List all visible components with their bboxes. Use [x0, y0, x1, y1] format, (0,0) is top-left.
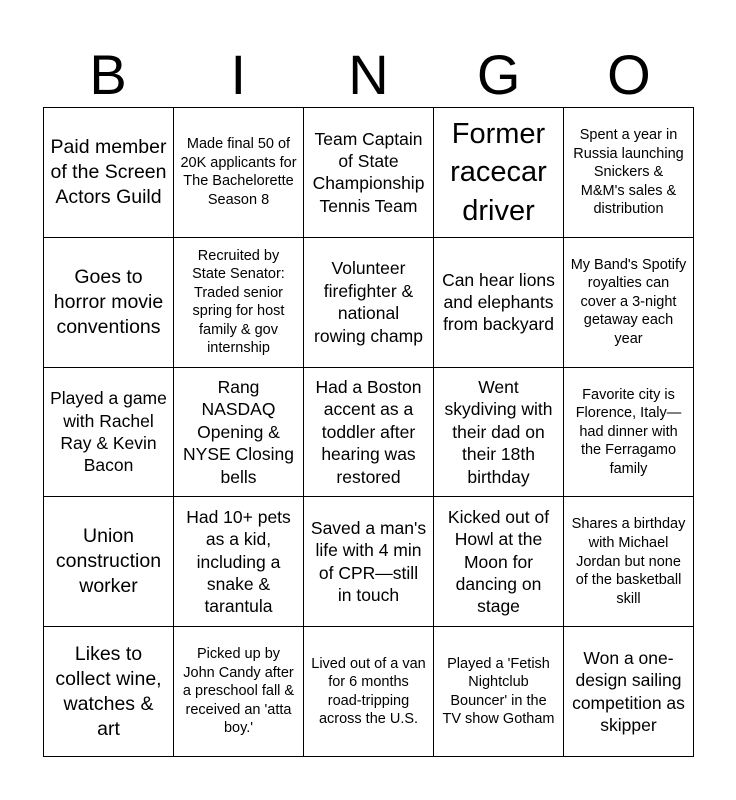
bingo-cell-r1-c1[interactable]: Paid member of the Screen Actors Guild	[44, 108, 174, 238]
bingo-cell-r1-c3[interactable]: Team Captain of State Championship Tennis Team	[304, 108, 434, 238]
bingo-cell-r3-c1[interactable]: Played a game with Rachel Ray & Kevin Bacon	[44, 368, 174, 498]
bingo-cell-r4-c3[interactable]: Saved a man's life with 4 min of CPR—still in touch	[304, 497, 434, 627]
header-letter-g: G	[476, 43, 521, 106]
bingo-cell-r2-c4[interactable]: Can hear lions and elephants from backyard	[434, 238, 564, 368]
bingo-cell-r4-c4[interactable]: Kicked out of Howl at the Moon for dancing on stage	[434, 497, 564, 627]
bingo-cell-r2-c1[interactable]: Goes to horror movie conventions	[44, 238, 174, 368]
bingo-cell-r2-c3[interactable]: Volunteer firefighter & national rowing champ	[304, 238, 434, 368]
bingo-cell-r3-c2[interactable]: Rang NASDAQ Opening & NYSE Closing bells	[174, 368, 304, 498]
bingo-cell-r5-c3[interactable]: Lived out of a van for 6 months road-tripping across the U.S.	[304, 627, 434, 757]
header-letter-b: B	[89, 43, 127, 106]
bingo-cell-r5-c1[interactable]: Likes to collect wine, watches & art	[44, 627, 174, 757]
bingo-cell-r4-c1[interactable]: Union construction worker	[44, 497, 174, 627]
bingo-cell-r4-c2[interactable]: Had 10+ pets as a kid, including a snake & tarantula	[174, 497, 304, 627]
bingo-cell-r4-c5[interactable]: Shares a birthday with Michael Jordan but none of the basketball skill	[564, 497, 694, 627]
bingo-header	[43, 42, 694, 108]
bingo-cell-r5-c4[interactable]: Played a 'Fetish Nightclub Bouncer' in the TV show Gotham	[434, 627, 564, 757]
bingo-cell-r5-c2[interactable]: Picked up by John Candy after a preschool fall & received an 'atta boy.'	[174, 627, 304, 757]
header-letter-o: O	[607, 43, 651, 106]
bingo-cell-r1-c4[interactable]: Former racecar driver	[434, 108, 564, 238]
bingo-cell-r1-c5[interactable]: Spent a year in Russia launching Snickers & M&M's sales & distribution	[564, 108, 694, 238]
bingo-cell-r2-c2[interactable]: Recruited by State Senator: Traded senior spring for host family & gov internship	[174, 238, 304, 368]
bingo-cell-r3-c3[interactable]: Had a Boston accent as a toddler after hearing was restored	[304, 368, 434, 498]
header-letter-n: N	[348, 43, 389, 106]
bingo-cell-r3-c5[interactable]: Favorite city is Florence, Italy—had dinner with the Ferragamo family	[564, 368, 694, 498]
bingo-cell-r2-c5[interactable]: My Band's Spotify royalties can cover a 3-night getaway each year	[564, 238, 694, 368]
bingo-cell-r3-c4[interactable]: Went skydiving with their dad on their 18th birthday	[434, 368, 564, 498]
bingo-board	[43, 107, 694, 757]
header-letter-i: I	[230, 43, 247, 106]
bingo-cell-r1-c2[interactable]: Made final 50 of 20K applicants for The Bachelorette Season 8	[174, 108, 304, 238]
bingo-cell-r5-c5[interactable]: Won a one-design sailing competition as skipper	[564, 627, 694, 757]
